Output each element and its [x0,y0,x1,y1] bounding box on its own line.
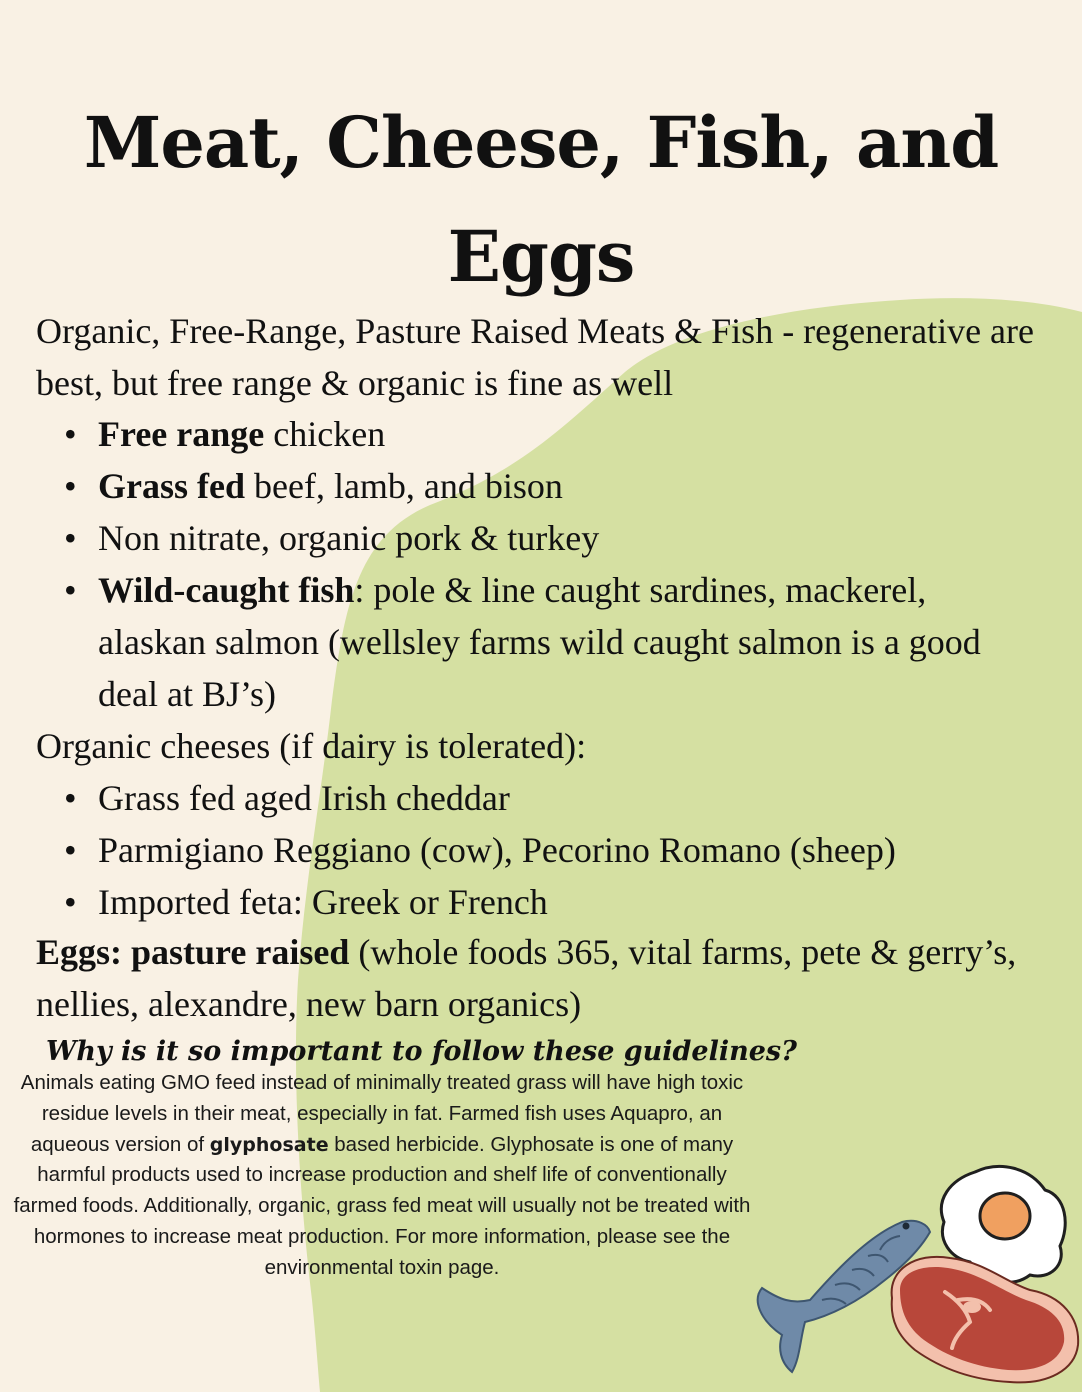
list-item: • Imported feta: Greek or French [62,876,1062,928]
list-item: • Free range chicken [62,408,1022,460]
why-paragraph: Animals eating GMO feed instead of minimally treated grass will have high toxic residue levels in their meat, especially in fat. Farmed fish uses Aquapro, an aqueous version of glyphosate based herbicide. Glyphosate is one of many harmful products used to increase production and shelf life of conventionally farmed foods. Additionally, organic, grass fed meat will usually not be treated with hormones to increase meat production. For more information, please see the environmental toxin page. [13,1071,751,1279]
cheese-list [62,772,1062,928]
list-item: • Non nitrate, organic pork & turkey [62,512,1022,564]
list-item: • Grass fed aged Irish cheddar [62,772,1062,824]
bullet-icon: • [64,882,77,922]
list-item: • Wild-caught fish: pole & line caught sardines, mackerel, alaskan salmon (wellsley farms wild caught salmon is a good deal at BJ’s) [62,564,1022,720]
list-item: • Parmigiano Reggiano (cow), Pecorino Romano (sheep) [62,824,1062,876]
bullet-icon: • [64,830,77,870]
list-item: • Grass fed beef, lamb, and bison [62,460,1022,512]
why-heading: Why is it so important to follow these guidelines? [46,1036,797,1067]
bullet-icon: • [64,778,77,818]
page-title: Meat, Cheese, Fish, and Eggs [83,101,999,298]
meats-intro: Organic, Free-Range, Pasture Raised Meats & Fish - regenerative are best, but free range & organic is fine as well [36,311,1034,403]
bullet-icon: • [64,414,77,454]
bullet-icon: • [64,466,77,506]
bullet-icon: • [64,518,77,558]
food-illustration [740,1150,1082,1392]
eggs-paragraph: Eggs: pasture raised (whole foods 365, vital farms, pete & gerry’s, nellies, alexandre, new barn organics) [36,932,1017,1024]
cheese-heading: Organic cheeses (if dairy is tolerated): [36,726,587,766]
bullet-icon: • [64,570,77,610]
steak-icon [892,1257,1079,1383]
meats-list [62,408,1022,720]
